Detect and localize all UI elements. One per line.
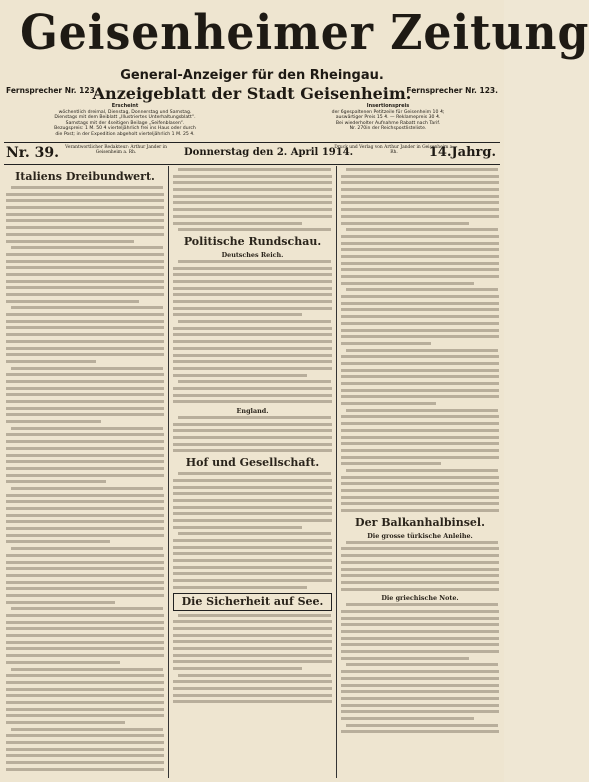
text-line [6, 380, 164, 383]
text-line [341, 704, 499, 707]
info-line: Bezugspreis: 1 M. 50 ₰ vierteljährlich frei ins Haus oder durch [54, 126, 196, 132]
text-line [6, 480, 106, 483]
info-line: Samstags mit der 4seitigen Beilage „Seifenblasen“. [65, 120, 185, 126]
text-line [6, 454, 164, 457]
text-line [346, 288, 498, 291]
fernsprecher-right: Fernsprecher Nr. 123. [406, 86, 498, 95]
text-line [341, 335, 499, 338]
text-line [6, 567, 164, 570]
text-line [6, 293, 164, 296]
text-line [173, 340, 332, 343]
text-line [341, 369, 499, 372]
text-line [346, 349, 498, 352]
text-line [6, 514, 164, 517]
text-line [6, 748, 164, 751]
text-line [341, 610, 499, 613]
text-line [6, 240, 134, 243]
text-line [6, 440, 164, 443]
text-line [6, 273, 164, 276]
text-line [6, 313, 164, 316]
text-line [341, 222, 469, 225]
text-line [6, 561, 164, 564]
text-line [341, 637, 499, 640]
text-line [6, 661, 120, 664]
text-line [173, 486, 332, 489]
text-line [6, 708, 164, 711]
body-text [173, 168, 332, 231]
text-line [173, 394, 332, 397]
text-line [173, 499, 332, 502]
text-line [6, 333, 164, 336]
text-line [341, 315, 499, 318]
rule-top [4, 142, 500, 143]
text-line [173, 634, 332, 637]
text-line [6, 300, 139, 303]
text-line [173, 654, 332, 657]
text-line [346, 603, 498, 606]
text-line [173, 539, 332, 542]
text-line [341, 422, 499, 425]
text-line [173, 201, 332, 204]
body-text [173, 260, 332, 403]
text-line [178, 260, 331, 263]
text-line [173, 208, 332, 211]
text-line [173, 700, 332, 703]
text-line [173, 559, 332, 562]
text-line [6, 407, 164, 410]
text-line [6, 621, 164, 624]
issue-date: Donnerstag den 2. April 1914. [184, 147, 354, 158]
text-line [173, 400, 332, 403]
text-line [173, 436, 332, 439]
text-line [341, 362, 499, 365]
text-line [6, 420, 101, 423]
article-heading: Italiens Dreibundwert. [15, 170, 155, 183]
subtitle-general-anzeiger: General-Anzeiger für den Rheingau. [120, 68, 384, 83]
text-line [341, 415, 499, 418]
text-line [6, 387, 164, 390]
text-line [6, 206, 164, 209]
text-line [341, 308, 499, 311]
text-line [341, 242, 499, 245]
text-line [6, 286, 164, 289]
text-line [11, 607, 163, 610]
column-3 [341, 168, 499, 776]
text-line [173, 423, 332, 426]
section-subheading: Die griechische Note. [381, 594, 459, 603]
text-line [341, 268, 499, 271]
text-line [11, 246, 163, 249]
body-text [341, 168, 499, 512]
text-line [11, 728, 163, 731]
text-line [341, 181, 499, 184]
text-line [6, 754, 164, 757]
article-heading: Der Balkanhalbinsel. [355, 515, 485, 529]
text-line [173, 620, 332, 623]
text-line [6, 634, 164, 637]
text-line [11, 487, 163, 490]
column-2 [173, 168, 332, 776]
text-line [341, 561, 499, 564]
text-line [6, 761, 164, 764]
text-line [6, 554, 164, 557]
text-line [173, 506, 332, 509]
text-line [173, 694, 332, 697]
text-line [341, 389, 499, 392]
text-line [341, 329, 499, 332]
text-line [341, 355, 499, 358]
text-line [173, 512, 332, 515]
body-text [173, 472, 332, 589]
text-line [6, 347, 164, 350]
text-line [341, 248, 499, 251]
text-line [173, 526, 302, 529]
text-line [341, 302, 499, 305]
text-line [341, 697, 499, 700]
text-line [173, 307, 332, 310]
text-line [341, 262, 499, 265]
text-line [6, 447, 164, 450]
text-line [173, 387, 332, 390]
text-line [341, 489, 499, 492]
text-line [6, 574, 164, 577]
text-line [341, 509, 499, 512]
text-line [173, 640, 332, 643]
text-line [6, 688, 164, 691]
issue-number: Nr. 39. [6, 145, 59, 161]
text-line [341, 650, 499, 653]
section-subheading: Deutsches Reich. [221, 250, 284, 259]
text-line [6, 520, 164, 523]
text-line [178, 614, 331, 617]
text-line [11, 367, 163, 370]
text-line [173, 586, 307, 589]
text-line [173, 519, 332, 522]
text-line [346, 228, 498, 231]
text-line [341, 684, 499, 687]
text-line [341, 670, 499, 673]
text-line [6, 594, 164, 597]
text-line [341, 554, 499, 557]
text-line [341, 449, 499, 452]
text-line [341, 188, 499, 191]
body-text [173, 614, 332, 704]
text-line [6, 500, 164, 503]
text-line [6, 701, 164, 704]
text-line [341, 482, 499, 485]
text-line [346, 663, 498, 666]
text-line [173, 443, 332, 446]
text-line [6, 467, 164, 470]
text-line [341, 282, 474, 285]
text-line [6, 507, 164, 510]
text-line [11, 547, 163, 550]
text-line [173, 267, 332, 270]
text-line [173, 552, 332, 555]
text-line [6, 641, 164, 644]
text-line [6, 527, 164, 530]
text-line [6, 219, 164, 222]
text-line [11, 668, 163, 671]
text-line [341, 657, 469, 660]
text-line [11, 427, 163, 430]
boxed-heading: Die Sicherheit auf See. [173, 593, 332, 611]
text-line [173, 479, 332, 482]
text-line [341, 295, 499, 298]
text-line [173, 579, 332, 582]
text-line [173, 492, 332, 495]
text-line [6, 433, 164, 436]
text-line [6, 627, 164, 630]
info-line: Dienstags mit dem Beiblatt „Illustriertes Unterhaltungsblatt“. [54, 115, 196, 121]
text-line [173, 572, 332, 575]
fernsprecher-left: Fernsprecher Nr. 123. [6, 86, 98, 95]
text-line [6, 340, 164, 343]
info-line: Bei wiederholter Aufnahme Rabatt nach Tarif. [335, 120, 441, 126]
text-line [173, 374, 307, 377]
text-line [341, 690, 499, 693]
text-line [173, 195, 332, 198]
text-line [173, 647, 332, 650]
text-line [341, 630, 499, 633]
text-line [173, 280, 332, 283]
text-line [6, 674, 164, 677]
text-line [173, 313, 302, 316]
text-line [173, 327, 332, 330]
text-line [173, 181, 332, 184]
text-line [341, 215, 499, 218]
text-line [346, 541, 498, 544]
text-line [173, 354, 332, 357]
info-line: Nr. 270in der Reichspostlisteliste. [349, 126, 427, 132]
text-line [178, 674, 331, 677]
text-line [346, 168, 498, 171]
info-head-insertionspreis: Insertionspreis [366, 103, 410, 109]
text-line [341, 175, 499, 178]
text-line [6, 226, 164, 229]
info-head-erscheint: Erscheint [111, 103, 139, 109]
text-line [6, 654, 164, 657]
text-line [341, 436, 499, 439]
body-text [6, 186, 164, 771]
info-line: die Post; in der Expedition abgeholt vierteljährlich 1 M. 25 ₰. [55, 131, 195, 137]
text-line [341, 502, 499, 505]
text-line [173, 627, 332, 630]
text-line [341, 476, 499, 479]
text-line [6, 614, 164, 617]
text-line [341, 643, 499, 646]
text-line [178, 168, 331, 171]
text-line [173, 546, 332, 549]
text-line [6, 494, 164, 497]
text-line [173, 660, 332, 663]
text-line [173, 566, 332, 569]
text-line [341, 195, 499, 198]
text-line [341, 322, 499, 325]
text-line [6, 734, 164, 737]
info-line: wöchentlich dreimal, Dienstag, Donnerstag und Samstag. [58, 109, 192, 115]
text-line [341, 395, 499, 398]
section-subheading: England. [236, 407, 269, 415]
text-line [173, 687, 332, 690]
text-line [6, 280, 164, 283]
text-line [341, 623, 499, 626]
newspaper-title: Geisenheimer Zeitung [20, 5, 589, 61]
text-line [341, 462, 441, 465]
info-box-insertionspreis [288, 104, 488, 132]
text-line [11, 186, 163, 189]
text-line [178, 472, 331, 475]
text-line [11, 306, 163, 309]
text-line [6, 320, 164, 323]
text-line [173, 667, 302, 670]
text-line [341, 677, 499, 680]
text-line [341, 710, 499, 713]
body-text [341, 541, 499, 591]
text-line [6, 474, 164, 477]
column-divider [336, 166, 337, 778]
text-line [6, 741, 164, 744]
text-line [173, 287, 332, 290]
text-line [173, 222, 302, 225]
text-line [6, 260, 164, 263]
issue-bar [4, 144, 500, 162]
text-line [341, 574, 499, 577]
text-line [178, 228, 331, 231]
text-line [341, 402, 436, 405]
column-1 [6, 168, 164, 776]
text-line [341, 442, 499, 445]
text-line [6, 266, 164, 269]
text-line [341, 208, 499, 211]
text-line [341, 568, 499, 571]
text-line [341, 275, 499, 278]
subtitle-anzeigeblatt: Anzeigeblatt der Stadt Geisenheim. [92, 84, 412, 103]
text-line [173, 680, 332, 683]
text-line [6, 540, 110, 543]
text-line [6, 587, 164, 590]
text-line [341, 235, 499, 238]
text-line [178, 416, 331, 419]
text-line [173, 273, 332, 276]
text-line [341, 588, 499, 591]
text-line [341, 617, 499, 620]
text-line [178, 320, 331, 323]
article-heading: Politische Rundschau. [183, 234, 322, 248]
text-line [6, 233, 164, 236]
text-line [341, 581, 499, 584]
column-divider [168, 166, 169, 778]
text-line [6, 213, 164, 216]
issue-redakteur: Verantwortlicher Redakteur: Arthur Jander in Geisenheim a. Rh. [65, 145, 167, 156]
text-line [341, 255, 499, 258]
masthead [0, 0, 589, 66]
text-line [6, 714, 164, 717]
text-line [341, 496, 499, 499]
text-line [173, 333, 332, 336]
text-line [173, 449, 332, 452]
text-line [173, 293, 332, 296]
text-line [173, 300, 332, 303]
text-line [6, 199, 164, 202]
issue-druck: Druck und Verlag von Arthur Jander in Geisenheim a. Rh. [334, 145, 454, 156]
text-line [173, 347, 332, 350]
text-line [6, 353, 164, 356]
text-line [6, 581, 164, 584]
info-line: der 6gespaltenen Petitzeile für Geisenheim 10 ₰; [331, 109, 445, 115]
text-line [346, 469, 498, 472]
text-line [6, 393, 164, 396]
text-line [6, 681, 164, 684]
text-line [341, 342, 431, 345]
text-line [173, 367, 332, 370]
text-line [341, 456, 499, 459]
text-line [6, 694, 164, 697]
text-line [6, 400, 164, 403]
text-line [346, 409, 498, 412]
info-line: auswärtiger Preis 15 ₰. — Reklamepreis 30 ₰. [335, 115, 441, 121]
text-line [6, 413, 164, 416]
text-line [341, 382, 499, 385]
text-line [178, 532, 331, 535]
text-line [6, 253, 164, 256]
text-line [6, 647, 164, 650]
text-line [173, 360, 332, 363]
section-subheading: Die grosse türkische Anleihe. [367, 531, 473, 540]
text-line [6, 601, 115, 604]
info-box-erscheint [30, 104, 220, 138]
article-heading: Hof und Gesellschaft. [185, 456, 320, 470]
text-line [341, 201, 499, 204]
text-line [6, 721, 125, 724]
text-line [6, 460, 164, 463]
text-line [173, 215, 332, 218]
text-line [6, 360, 96, 363]
body-text [173, 416, 332, 452]
body-text [341, 603, 499, 733]
text-line [173, 175, 332, 178]
text-line [178, 380, 331, 383]
text-line [173, 429, 332, 432]
text-line [6, 768, 164, 771]
text-line [173, 188, 332, 191]
text-line [6, 373, 164, 376]
text-line [6, 193, 164, 196]
text-line [6, 326, 164, 329]
rule-bottom [4, 164, 500, 165]
text-line [346, 724, 498, 727]
text-line [341, 375, 499, 378]
text-line [341, 717, 474, 720]
text-line [341, 547, 499, 550]
text-line [341, 730, 499, 733]
text-line [341, 429, 499, 432]
issue-jahrgang: 14.Jahrg. [428, 145, 496, 160]
text-line [6, 534, 164, 537]
